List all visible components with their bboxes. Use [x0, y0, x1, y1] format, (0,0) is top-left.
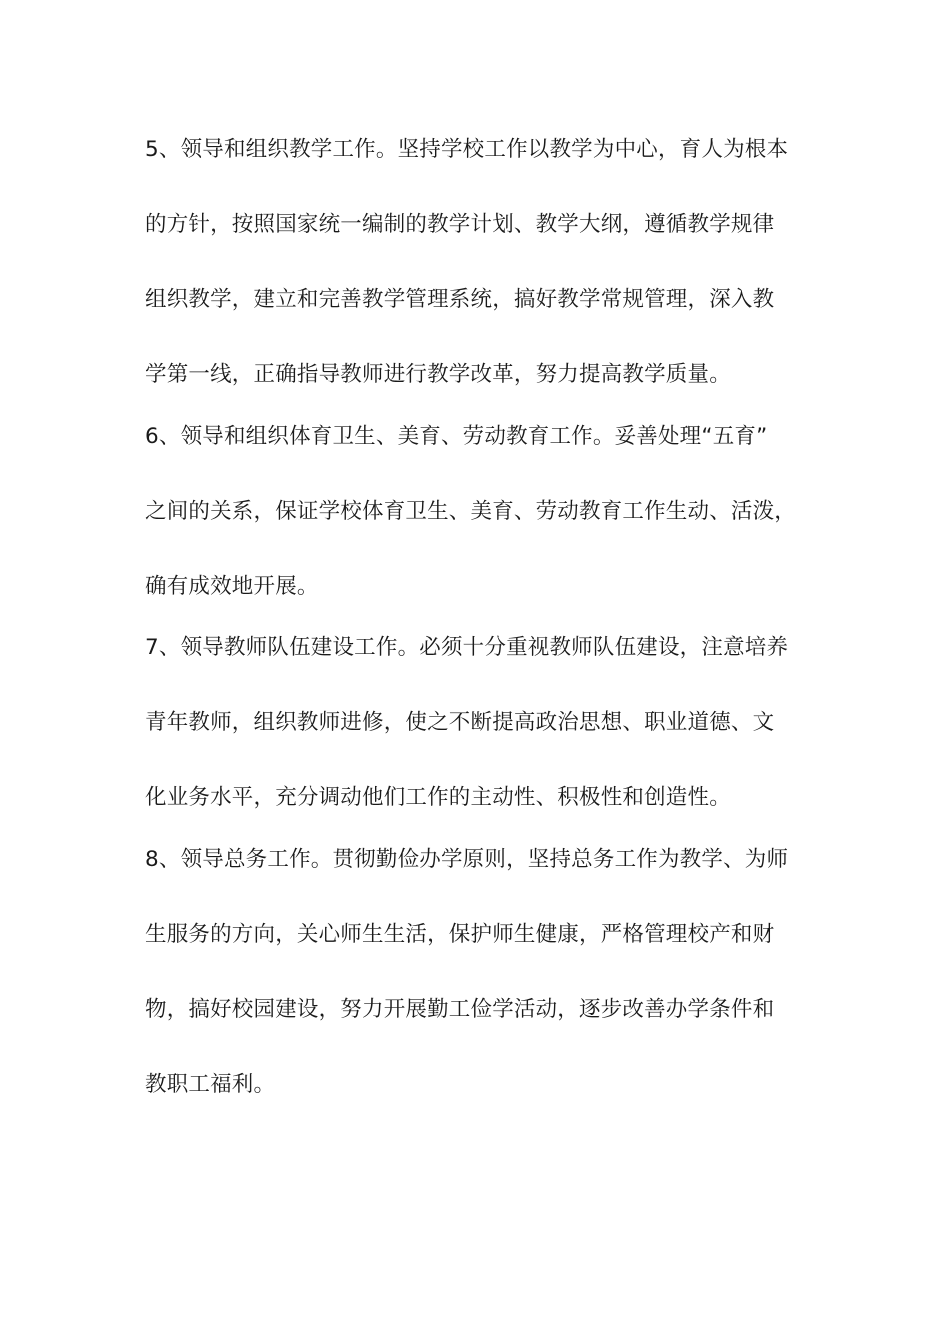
paragraph-line: 确有成效地开展。	[145, 574, 319, 599]
paragraph-line: 7、领导教师队伍建设工作。必须十分重视教师队伍建设，注意培养	[145, 635, 789, 660]
paragraph-line: 生服务的方向，关心师生生活，保护师生健康，严格管理校产和财	[145, 922, 775, 947]
paragraph-line: 学第一线，正确指导教师进行教学改革，努力提高教学质量。	[145, 362, 731, 387]
paragraph-line: 之间的关系，保证学校体育卫生、美育、劳动教育工作生动、活泼，	[145, 499, 797, 524]
paragraph-line: 教职工福利。	[145, 1072, 276, 1097]
paragraph-line: 6、领导和组织体育卫生、美育、劳动教育工作。妥善处理“五育”	[145, 424, 768, 449]
paragraph-line: 青年教师，组织教师进修，使之不断提高政治思想、职业道德、文	[145, 710, 775, 735]
paragraph-line: 8、领导总务工作。贯彻勤俭办学原则，坚持总务工作为教学、为师	[145, 847, 789, 872]
paragraph-line: 的方针，按照国家统一编制的教学计划、教学大纲，遵循教学规律	[145, 212, 775, 237]
paragraph-line: 组织教学，建立和完善教学管理系统，搞好教学常规管理，深入教	[145, 287, 775, 312]
paragraph-line: 物，搞好校园建设，努力开展勤工俭学活动，逐步改善办学条件和	[145, 997, 775, 1022]
paragraph-line: 化业务水平，充分调动他们工作的主动性、积极性和创造性。	[145, 785, 731, 810]
paragraph-line: 5、领导和组织教学工作。坚持学校工作以教学为中心，育人为根本	[145, 137, 789, 162]
